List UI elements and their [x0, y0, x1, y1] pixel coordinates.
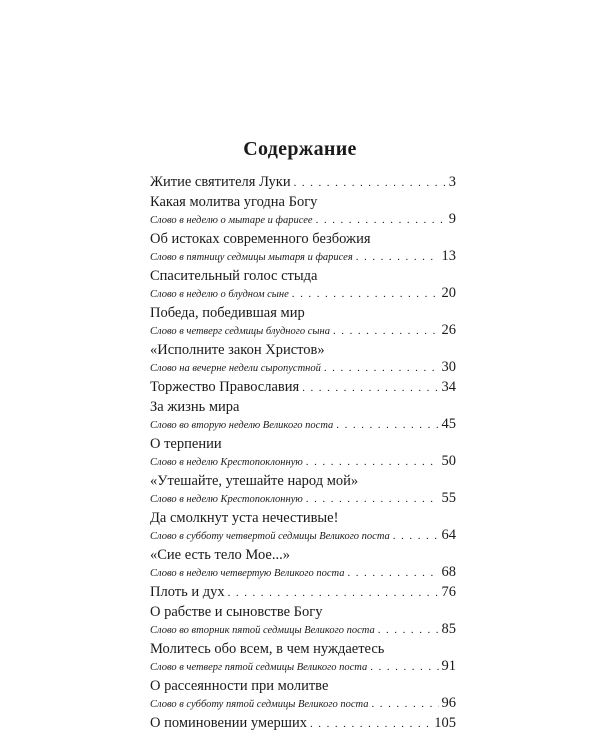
dot-leader: [302, 382, 438, 394]
toc-entry-title: Плоть и дух: [150, 584, 225, 600]
toc-entry-title: Победа, победившая мир: [150, 305, 305, 321]
dot-leader: [292, 288, 439, 300]
toc-entry-title: Житие святителя Луки: [150, 174, 291, 190]
toc-entry-title: «Сие есть тело Мое...»: [150, 547, 290, 563]
toc-entry-subtitle: Слово в пятницу седмицы мытаря и фарисея: [150, 252, 353, 263]
toc-entry[interactable]: [150, 342, 456, 376]
toc-entry-title: Торжество Православия: [150, 379, 300, 395]
toc-entry[interactable]: [150, 305, 456, 339]
toc-entry-title: За жизнь мира: [150, 399, 240, 415]
toc-entry[interactable]: [150, 547, 456, 581]
toc-entry[interactable]: [150, 436, 456, 470]
toc-page-number: 105: [434, 715, 456, 731]
dot-leader: [306, 493, 439, 505]
toc-entry-subtitle: Слово на вечерне недели сыропустной: [150, 363, 321, 374]
toc-page-number: 64: [441, 527, 456, 543]
dot-leader: [294, 177, 446, 189]
dot-leader: [316, 214, 446, 226]
toc-entry-subtitle: Слово во вторую неделю Великого поста: [150, 420, 334, 431]
toc-entry[interactable]: [150, 641, 456, 675]
toc-entry-title: «Исполните закон Христов»: [150, 342, 325, 358]
dot-leader: [371, 698, 438, 710]
toc-entry-subtitle: Слово в неделю о блудном сыне: [150, 289, 289, 300]
toc-page-number: 96: [441, 695, 456, 711]
toc-entry[interactable]: [150, 174, 456, 191]
toc-entry-title: О рабстве и сыновстве Богу: [150, 604, 323, 620]
toc-entry[interactable]: [150, 231, 456, 265]
toc-entry[interactable]: [150, 379, 456, 396]
toc-entry-title: Какая молитва угодна Богу: [150, 194, 318, 210]
toc-page-number: 20: [441, 285, 456, 301]
page-title: Содержание: [243, 138, 357, 160]
toc-entry[interactable]: [150, 399, 456, 433]
dot-leader: [306, 456, 439, 468]
toc-entry-title: Спасительный голос стыда: [150, 268, 318, 284]
toc-page-number: 3: [448, 174, 456, 190]
table-of-contents: [150, 174, 456, 735]
toc-entry[interactable]: [150, 268, 456, 302]
toc-entry[interactable]: [150, 604, 456, 638]
toc-page-number: 34: [441, 379, 456, 395]
dot-leader: [333, 325, 439, 337]
toc-entry-title: Молитесь обо всем, в чем нуждаетесь: [150, 641, 385, 657]
toc-page-number: 55: [441, 490, 456, 506]
toc-entry-subtitle: Слово в неделю Крестопоклонную: [150, 494, 303, 505]
toc-entry[interactable]: [150, 473, 456, 507]
dot-leader: [336, 419, 438, 431]
dot-leader: [347, 567, 438, 579]
toc-page-number: 50: [441, 453, 456, 469]
toc-page-number: 26: [441, 322, 456, 338]
toc-entry-title: О рассеянности при молитве: [150, 678, 329, 694]
dot-leader: [228, 587, 439, 599]
toc-page-number: 91: [441, 658, 456, 674]
toc-entry[interactable]: [150, 194, 456, 228]
toc-page-number: 9: [448, 211, 456, 227]
dot-leader: [324, 362, 439, 374]
toc-entry-title: Да смолкнут уста нечестивые!: [150, 510, 339, 526]
toc-entry-subtitle: Слово в неделю о мытаре и фарисее: [150, 215, 313, 226]
toc-entry-subtitle: Слово во вторник пятой седмицы Великого поста: [150, 625, 375, 636]
dot-leader: [310, 718, 431, 730]
toc-entry-subtitle: Слово в субботу пятой седмицы Великого поста: [150, 699, 369, 710]
toc-entry-subtitle: Слово в четверг седмицы блудного сына: [150, 326, 330, 337]
toc-entry-title: О терпении: [150, 436, 222, 452]
dot-leader: [356, 251, 439, 263]
toc-entry[interactable]: [150, 678, 456, 712]
toc-entry-title: О поминовении умерших: [150, 715, 307, 731]
dot-leader: [370, 661, 438, 673]
toc-entry-subtitle: Слово в неделю Крестопоклонную: [150, 457, 303, 468]
dot-leader: [378, 624, 439, 636]
toc-entry-title: Об истоках современного безбожия: [150, 231, 371, 247]
toc-entry-title: «Утешайте, утешайте народ мой»: [150, 473, 359, 489]
toc-page-number: 13: [441, 248, 456, 264]
toc-page-number: 30: [441, 359, 456, 375]
toc-page-number: 85: [441, 621, 456, 637]
toc-entry[interactable]: [150, 510, 456, 544]
toc-page-number: 45: [441, 416, 456, 432]
dot-leader: [393, 530, 439, 542]
toc-entry[interactable]: [150, 715, 456, 732]
toc-entry-subtitle: Слово в четверг пятой седмицы Великого поста: [150, 662, 368, 673]
toc-page-number: 76: [441, 584, 456, 600]
toc-entry-subtitle: Слово в субботу четвертой седмицы Великого поста: [150, 531, 390, 542]
toc-entry[interactable]: [150, 584, 456, 601]
toc-entry-subtitle: Слово в неделю четвертую Великого поста: [150, 568, 345, 579]
toc-page-number: 68: [441, 564, 456, 580]
